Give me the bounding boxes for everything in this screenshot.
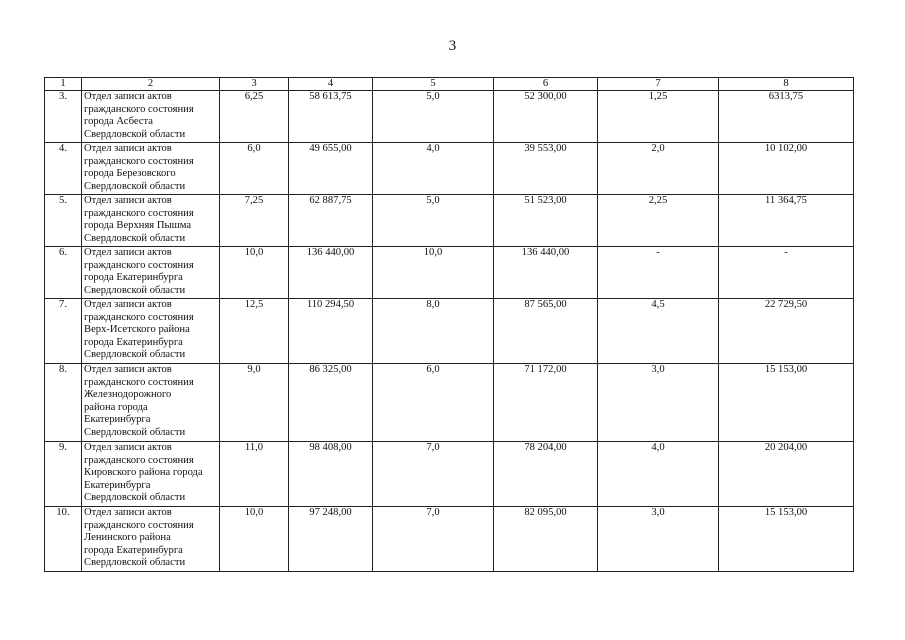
table-row xyxy=(45,299,854,364)
cell-col4: 110 294,50 xyxy=(289,299,373,364)
cell-col7: - xyxy=(598,247,719,299)
column-header: 4 xyxy=(289,78,373,91)
column-header: 6 xyxy=(494,78,598,91)
cell-col8: 15 153,00 xyxy=(719,507,854,572)
column-header: 5 xyxy=(373,78,494,91)
office-name: Отдел записи актов гражданского состояния города Березовского Свердловской области xyxy=(82,143,220,195)
table-row xyxy=(45,442,854,507)
row-number: 10. xyxy=(45,507,82,572)
cell-col4: 86 325,00 xyxy=(289,364,373,442)
table-row xyxy=(45,143,854,195)
cell-col7: 2,0 xyxy=(598,143,719,195)
cell-col3: 7,25 xyxy=(220,195,289,247)
cell-col5: 4,0 xyxy=(373,143,494,195)
row-number: 9. xyxy=(45,442,82,507)
office-name: Отдел записи актов гражданского состояния Ленинского района города Екатеринбурга Свердловской области xyxy=(82,507,220,572)
cell-col3: 11,0 xyxy=(220,442,289,507)
cell-col7: 2,25 xyxy=(598,195,719,247)
cell-col6: 136 440,00 xyxy=(494,247,598,299)
cell-col7: 3,0 xyxy=(598,364,719,442)
cell-col8: 10 102,00 xyxy=(719,143,854,195)
page-number: 3 xyxy=(448,38,457,54)
office-name: Отдел записи актов гражданского состояния города Верхняя Пышма Свердловской области xyxy=(82,195,220,247)
cell-col8: 6313,75 xyxy=(719,91,854,143)
office-name: Отдел записи актов гражданского состояния Кировского района города Екатеринбурга Свердловской области xyxy=(82,442,220,507)
cell-col7: 4,0 xyxy=(598,442,719,507)
column-header: 1 xyxy=(45,78,82,91)
cell-col3: 10,0 xyxy=(220,247,289,299)
cell-col3: 6,25 xyxy=(220,91,289,143)
cell-col4: 97 248,00 xyxy=(289,507,373,572)
row-number: 8. xyxy=(45,364,82,442)
column-number-row xyxy=(45,78,854,91)
row-number: 6. xyxy=(45,247,82,299)
cell-col6: 52 300,00 xyxy=(494,91,598,143)
column-header: 7 xyxy=(598,78,719,91)
row-number: 3. xyxy=(45,91,82,143)
cell-col6: 82 095,00 xyxy=(494,507,598,572)
cell-col7: 3,0 xyxy=(598,507,719,572)
registry-offices-table xyxy=(44,77,854,572)
row-number: 7. xyxy=(45,299,82,364)
cell-col7: 1,25 xyxy=(598,91,719,143)
row-number: 4. xyxy=(45,143,82,195)
table-row xyxy=(45,91,854,143)
office-name: Отдел записи актов гражданского состояния Железнодорожного района города Екатеринбурга Свердловской области xyxy=(82,364,220,442)
cell-col4: 62 887,75 xyxy=(289,195,373,247)
cell-col5: 7,0 xyxy=(373,442,494,507)
cell-col7: 4,5 xyxy=(598,299,719,364)
row-number: 5. xyxy=(45,195,82,247)
cell-col8: 22 729,50 xyxy=(719,299,854,364)
cell-col6: 87 565,00 xyxy=(494,299,598,364)
table-row xyxy=(45,507,854,572)
column-header: 2 xyxy=(82,78,220,91)
cell-col6: 78 204,00 xyxy=(494,442,598,507)
office-name: Отдел записи актов гражданского состояния города Екатеринбурга Свердловской области xyxy=(82,247,220,299)
cell-col6: 51 523,00 xyxy=(494,195,598,247)
cell-col4: 49 655,00 xyxy=(289,143,373,195)
cell-col8: - xyxy=(719,247,854,299)
cell-col5: 6,0 xyxy=(373,364,494,442)
table-row xyxy=(45,247,854,299)
office-name: Отдел записи актов гражданского состояния Верх-Исетского района города Екатеринбурга Свердловской области xyxy=(82,299,220,364)
cell-col3: 12,5 xyxy=(220,299,289,364)
table-row xyxy=(45,364,854,442)
cell-col4: 136 440,00 xyxy=(289,247,373,299)
cell-col4: 58 613,75 xyxy=(289,91,373,143)
column-header: 8 xyxy=(719,78,854,91)
cell-col3: 6,0 xyxy=(220,143,289,195)
cell-col6: 39 553,00 xyxy=(494,143,598,195)
cell-col4: 98 408,00 xyxy=(289,442,373,507)
cell-col3: 9,0 xyxy=(220,364,289,442)
column-header: 3 xyxy=(220,78,289,91)
cell-col5: 7,0 xyxy=(373,507,494,572)
cell-col6: 71 172,00 xyxy=(494,364,598,442)
cell-col8: 15 153,00 xyxy=(719,364,854,442)
cell-col5: 5,0 xyxy=(373,91,494,143)
cell-col8: 11 364,75 xyxy=(719,195,854,247)
table-row xyxy=(45,195,854,247)
cell-col5: 10,0 xyxy=(373,247,494,299)
office-name: Отдел записи актов гражданского состояния города Асбеста Свердловской области xyxy=(82,91,220,143)
table-body xyxy=(45,78,854,572)
cell-col3: 10,0 xyxy=(220,507,289,572)
cell-col5: 5,0 xyxy=(373,195,494,247)
cell-col5: 8,0 xyxy=(373,299,494,364)
cell-col8: 20 204,00 xyxy=(719,442,854,507)
